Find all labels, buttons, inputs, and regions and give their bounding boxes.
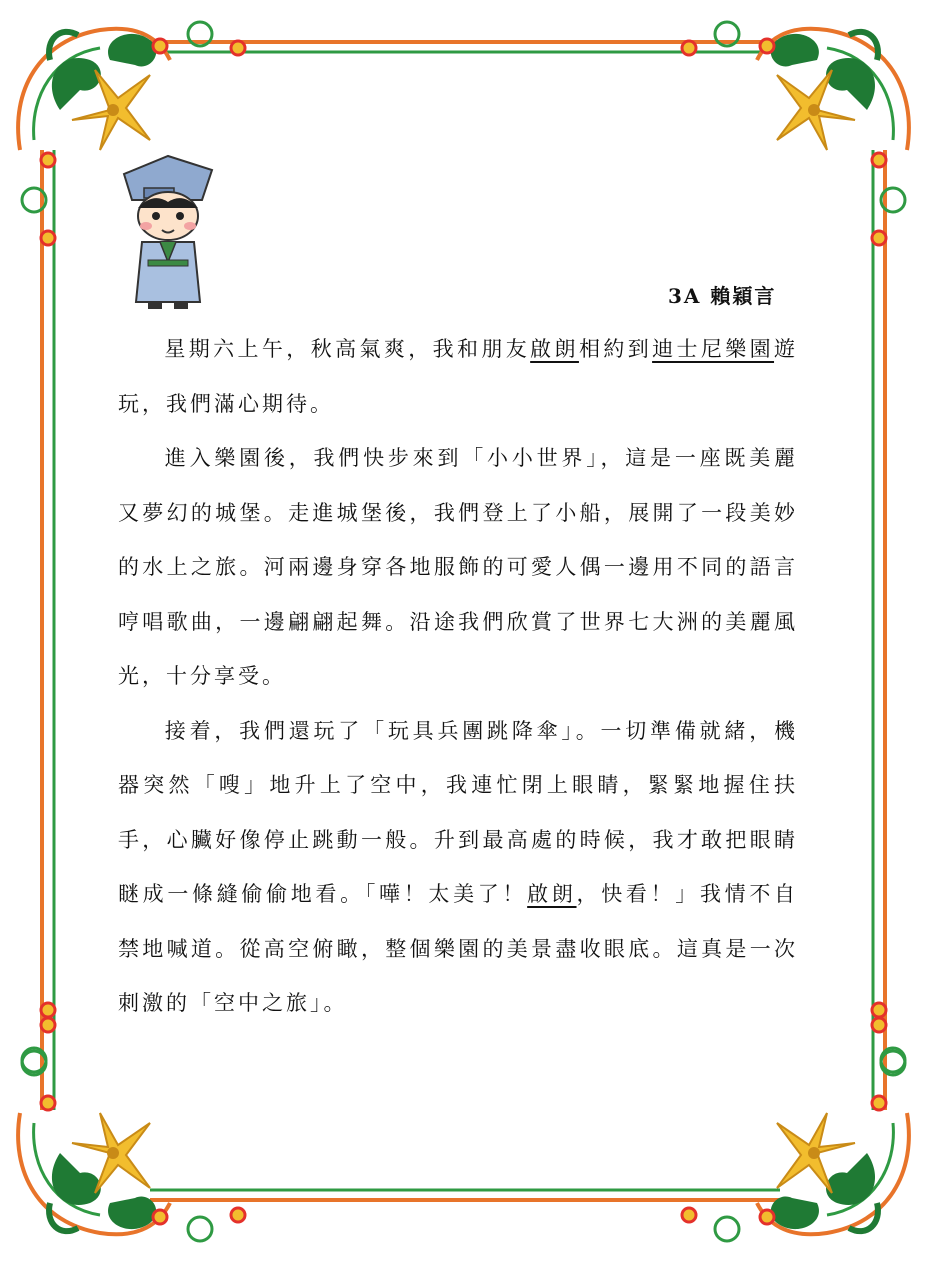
text-run: 遊玩，我們滿心期待。: [118, 337, 799, 416]
corner-ornament-icon: [18, 1018, 245, 1241]
essay-body: [118, 322, 798, 1031]
corner-ornament-icon: [682, 22, 909, 245]
text-run: 相約到: [578, 337, 653, 361]
scholar-boy-icon: [118, 152, 220, 312]
text-run: 星期六上午，秋高氣爽，我和朋友: [164, 337, 531, 361]
text-run: ，快看！」我情不自禁地喊道。從高空俯瞰，整個樂園的美景盡收眼底。這真是一次刺激的「空中之旅」。: [118, 882, 799, 1015]
corner-ornament-icon: [682, 1018, 909, 1241]
text-run: 進入樂園後，我們快步來到「小小世界」，這是一座既美麗又夢幻的城堡。走進城堡後，我們登上了小船，展開了一段美妙的水上之旅。河兩邊身穿各地服飾的可愛人偶一邊用不同的語言哼唱歌曲，一邊翩翩起舞。沿途我們欣賞了世界七大洲的美麗風光，十分享受。: [118, 446, 798, 688]
proper-noun: 啟朗: [530, 337, 579, 361]
text-run: 接着，我們還玩了「玩具兵團跳降傘」。一切準備就緒，機器突然「嗖」地升上了空中，我連忙閉上眼睛，緊緊地握住扶手，心臟好像停止跳動一般。升到最高處的時候，我才敢把眼睛瞇成一條縫偷偷地看。「嘩！太美了！: [118, 718, 798, 906]
essay-paragraph: [118, 322, 798, 431]
proper-noun: 迪士尼樂園: [652, 337, 775, 361]
proper-noun: 啟朗: [527, 882, 577, 906]
essay-paragraph: [118, 704, 798, 1031]
author-name: 賴穎言: [710, 284, 777, 308]
author-class: 3A: [668, 284, 702, 308]
author-line: [668, 280, 776, 309]
essay-paragraph: [118, 431, 798, 704]
